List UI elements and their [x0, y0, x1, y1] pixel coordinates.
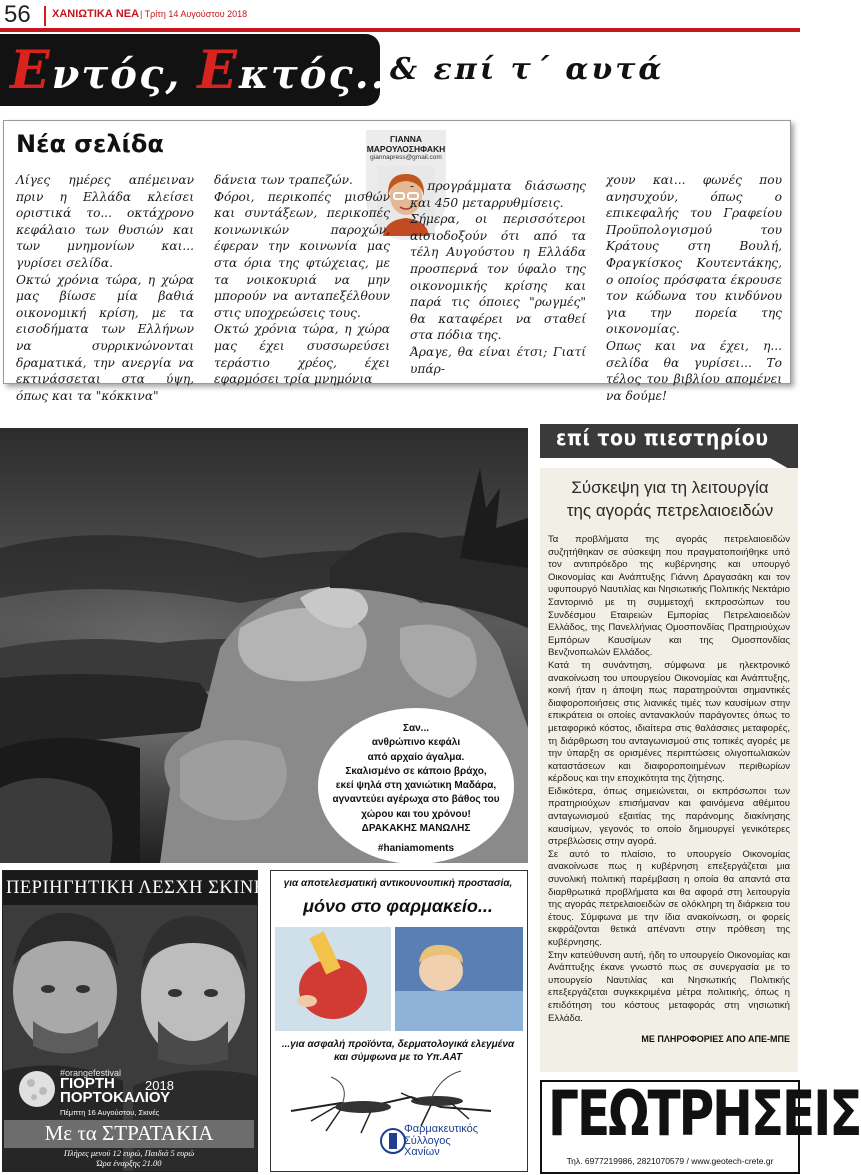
ad-skine-hashtag: #orangefestival: [60, 1068, 122, 1078]
column-text-4: χουν και... φωνές που ανησυχούν, όπως ο επικεφαλής του Γραφείου Προϋπολογισμού του Κράτους στη Βουλή, Φραγκίσκος Κουτεντάκης, ο οποίος πρόσφατα έκρουσε τον κώδωνα του κινδύνου για την πορεία της οικονομίας. Οπως και να έχει, η... σελίδα θα γυρίσει... Το τέλος του βιβλίου απομένει να δούμε!: [606, 173, 782, 403]
section-title-initial-1: Ε: [10, 40, 52, 101]
column-text-2: δάνεια των τραπεζών. Φόροι, περικοπές μισθών και συντάξεων, περικοπές κοινωνικών παροχών, έφεραν την κοινωνία μας στα όρια της φτώχειας, με τα νοικοκυριά να μην μπορούν να ανταπεξέλθουν στις υποχρεώσεις τους. Οκτώ χρόνια τώρα, η χώρα μας έχει συσσωρεύσει τεράστιο χρέος, έχει εφαρμόσει τρία μνημόνια: [214, 173, 390, 387]
column-title: Νέα σελίδα: [16, 130, 164, 158]
ad-skine-title: ΠΕΡΙΗΓΗΤΙΚΗ ΛΕΣΧΗ ΣΚΙΝΕ: [6, 878, 266, 898]
ad-skine-headline: Με τα ΣΤΡΑΤΑΚΙΑ: [44, 1121, 214, 1145]
column-text-3: - προγράμματα διάσωσης και 450 μεταρρυθμίσεις. Σήμερα, οι περισσότεροι αισιοδοξούν ότι από τα τέλη Αυγούστου η Ελλάδα προσπερνά τον ύφαλο της οικονομικής κρίσης και παρά τις όποιες "ρωγμές" θα καταφέρει να σταθεί στα πόδια της. Άραγε, θα είναι έτσι; Γιατί υπάρ-: [410, 179, 586, 376]
article-source: ΜΕ ΠΛΗΡΟΦΟΡΙΕΣ ΑΠΟ ΑΠΕ-ΜΠΕ: [641, 1034, 790, 1044]
author-email: giannapress@gmail.com: [370, 154, 442, 161]
section-title-word-1: ντός,: [51, 51, 198, 98]
article-headline: Σύσκεψη για τη λειτουργία της αγοράς πετρελαιοειδών: [566, 478, 774, 520]
ad-skine-info: Πλήρες μενού 12 ευρώ, Παιδιά 5 ευρώ Ώρα έναρξης 21.00: [63, 1148, 195, 1168]
header-red-strip: [0, 28, 800, 32]
rubric-label: επί του πιεστηρίου: [556, 426, 769, 450]
ad-skine-festival: ΓΙΟΡΤΗ ΠΟΡΤΟΚΑΛΙΟΥ: [60, 1075, 171, 1106]
ad-pharmacy-organization: Φαρμακευτικός Σύλλογος Χανίων: [404, 1123, 479, 1158]
section-title-initial-2: Ε: [197, 40, 239, 101]
photo-caption: Σαν... ανθρώπινο κεφάλι από αρχαίο άγαλμα. Σκαλισμένο σε κάποιο βράχο, εκεί ψηλά στη χανιώτικη Μαδάρα, αγναντεύει αγέρωχα στο βάθος του χώρου και του χρόνου! ΔΡΑΚΑΚΗΣ ΜΑΝΩΛΗΣ: [332, 723, 500, 835]
page-number: 56: [4, 1, 31, 28]
ad-geotriseis-contact: Τηλ. 6977219986, 2821070579 / www.geotech-crete.gr: [566, 1156, 774, 1166]
author-name: ΓΙΑΝΝΑ ΜΑΡΟΥΛΟΣΗΦΑΚΗ: [366, 134, 446, 154]
ad-pharmacy-headline: μόνο στο φαρμακείο...: [303, 896, 493, 916]
section-title: [10, 40, 403, 101]
section-title-suffix: & επί τ΄ αυτά: [390, 52, 665, 87]
ad-geotriseis-logo: ΓΕΩΤΡΗΣΕΙΣ: [548, 1077, 861, 1150]
ad-pharmacy-tagline: για αποτελεσματική αντικουνουπική προστασία,: [283, 878, 513, 889]
ad-pharmacy-subline: ...για ασφαλή προϊόντα, δερματολογικά ελεγμένα και σύμφωνα με το Υπ.ΑΑΤ: [281, 1039, 515, 1063]
newspaper-name: ΧΑΝΙΩΤΙΚΑ ΝΕΑ: [52, 8, 140, 20]
header-separator: [44, 6, 46, 26]
article-body: Τα προβλήματα της αγοράς πετρελαιοειδών συζητήθηκαν σε σύσκεψη που πραγματοποιήθηκε υπό τον αντιπρόεδρο της κυβέρνησης και υπουργό Οικονομίας και Ανάπτυξης Γιάννη Δραγασάκη και τον υφυπουργό Ναυτιλίας και Νησιωτικής Πολιτικής Νεκτάριο Σαντορινιό με τη συμμετοχή εκπροσώπων του Συνδέσμου Εταιρειών Εμπορίας Πετρελαιοειδών Ελλάδος, της Πανελλήνιας Ομοσπονδίας Πρατηριούχων Εμπόρων Καυσίμων και της Ομοσπονδίας Βενζινοπωλών Ελλάδος. Κατά τη συνάντηση, σύμφωνα με ηλεκτρονικό ανακοίνωση του υπουργείου Οικονομίας και Ανάπτυξης, κοινή ήταν η άποψη πως παρατηρούνται σημαντικές διαφοροποιήσεις στις λιανικές τιμές των καυσίμων στην επικράτεια οι οποίες αντανακλούν παράγοντες όπως το μεταφορικό κόστος, ιδιαίτερα στις θαλάσσιες μεταφορές, τη διάρθρωση του ανταγωνισμού στις τοπικές αγορές με την ύπαρξη σε ορισμένες περιπτώσεις ολιγοπωλιακών καταστάσεων και διαφοροποιημένων περιθωρίων κέρδους και την εποχικότητα της ζήτησης. Ειδικότερα, όπως σημειώνεται, οι εκπρόσωποι των πρατηριούχων επισήμαναν και φαινόμενα αθέμιτου ανταγωνισμού εξαιτίας της παράνομης διακίνησης καυσίμων, γεγονός το οποίο δημιουργεί γενικότερες στρεβλώσεις στην αγορά. Σε αυτό το πλαίσιο, το υπουργείο Οικονομίας ανακοίνωσε πως η κυβέρνηση επεξεργάζεται μια συνολική πολιτική παρέμβαση η οποία θα απαντά στα διαρθρωτικά προβλήματα και θα αφορά στη λειτουργία της αγοράς πετρελαιοειδών σε ολόκληρη τη διάρκεια του έτους. Σύμφωνα με την ίδια ανακοίνωση, οι φορείς εκφράζονται θετικά απέναντι στην πρόθεση της κυβέρνησης. Στην κατεύθυνση αυτή, ήδη το υπουργείο Οικονομίας και Ανάπτυξης έκανε γνωστό πως σε συνεργασία με το υπουργείο Ναυτιλίας και Νησιωτικής Πολιτικής επεξεργάζεται συγκεκριμένα μέτρα πολιτικής, όπως η επιδότηση του κόστους μεταφοράς στη νησιωτική Ελλάδα.: [548, 534, 790, 1024]
ad-skine-year: 2018: [145, 1078, 174, 1093]
column-text-1: Λίγες ημέρες απέμειναν πριν η Ελλάδα κλείσει οριστικά το... οκτάχρονο κεφάλαιο των θυσιών και των μνημονίων και... γυρίσει σελίδα. Οκτώ χρόνια τώρα, η χώρα μας βίωσε μία βαθιά οικονομική κρίση, με τα εισοδήματα των Ελλήνων να συρρικνώνονται δραματικά, την ανεργία να εκτινάσσεται στα ύψη, όπως και τα "κόκκινα": [16, 173, 194, 403]
issue-date: | Τρίτη 14 Αυγούστου 2018: [140, 9, 248, 19]
section-title-word-2: κτός...: [238, 51, 403, 98]
ad-skine-date: Πέμπτη 16 Αυγούστου, Σκινές: [60, 1108, 160, 1117]
photo-hashtag: #haniamoments: [377, 843, 455, 854]
